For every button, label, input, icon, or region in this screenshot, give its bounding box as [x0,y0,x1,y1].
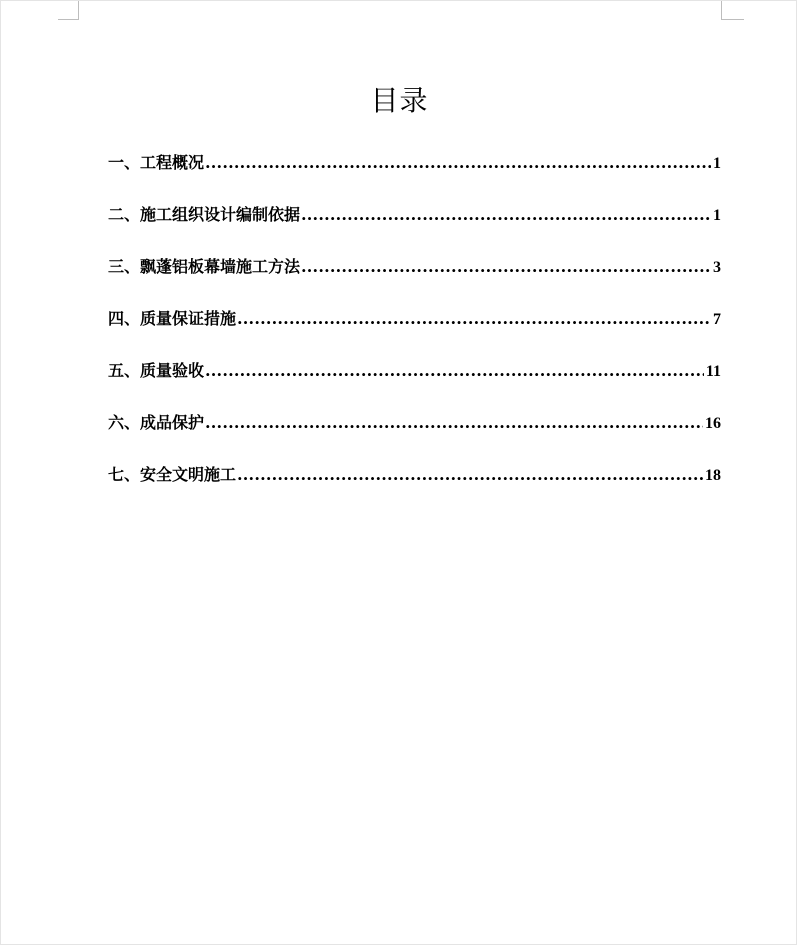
toc-leader-dots [205,356,704,386]
toc-entry-page: 7 [713,311,721,328]
table-of-contents [108,148,721,512]
page-title: 目录 [370,84,429,117]
toc-leader-dots [205,148,711,178]
toc-entry[interactable] [108,200,721,252]
toc-leader-dots [205,408,703,438]
toc-leader-dots [237,460,703,490]
toc-entry-label: 三、飘蓬铝板幕墙施工方法 [108,257,301,276]
toc-entry-label: 四、质量保证措施 [108,309,237,328]
toc-entry-label: 六、成品保护 [108,413,205,432]
crop-mark-top-right [721,1,744,20]
crop-mark-top-left [58,1,79,20]
toc-entry[interactable] [108,148,721,200]
toc-entry[interactable] [108,408,721,460]
toc-entry[interactable] [108,252,721,304]
toc-leader-dots [301,252,711,282]
toc-entry-page: 1 [713,155,721,172]
toc-entry[interactable] [108,304,721,356]
toc-leader-dots [301,200,711,230]
toc-entry[interactable] [108,460,721,512]
toc-entry-page: 18 [705,467,721,484]
toc-entry-label: 一、工程概况 [108,153,205,172]
toc-entry-page: 3 [713,259,721,276]
toc-leader-dots [237,304,711,334]
toc-entry-page: 1 [713,207,721,224]
toc-entry-label: 七、安全文明施工 [108,465,237,484]
toc-entry-label: 五、质量验收 [108,361,205,380]
toc-entry-page: 16 [705,415,721,432]
toc-entry-page: 11 [705,363,721,380]
toc-entry[interactable] [108,356,721,408]
toc-entry-label: 二、施工组织设计编制依据 [108,205,301,224]
